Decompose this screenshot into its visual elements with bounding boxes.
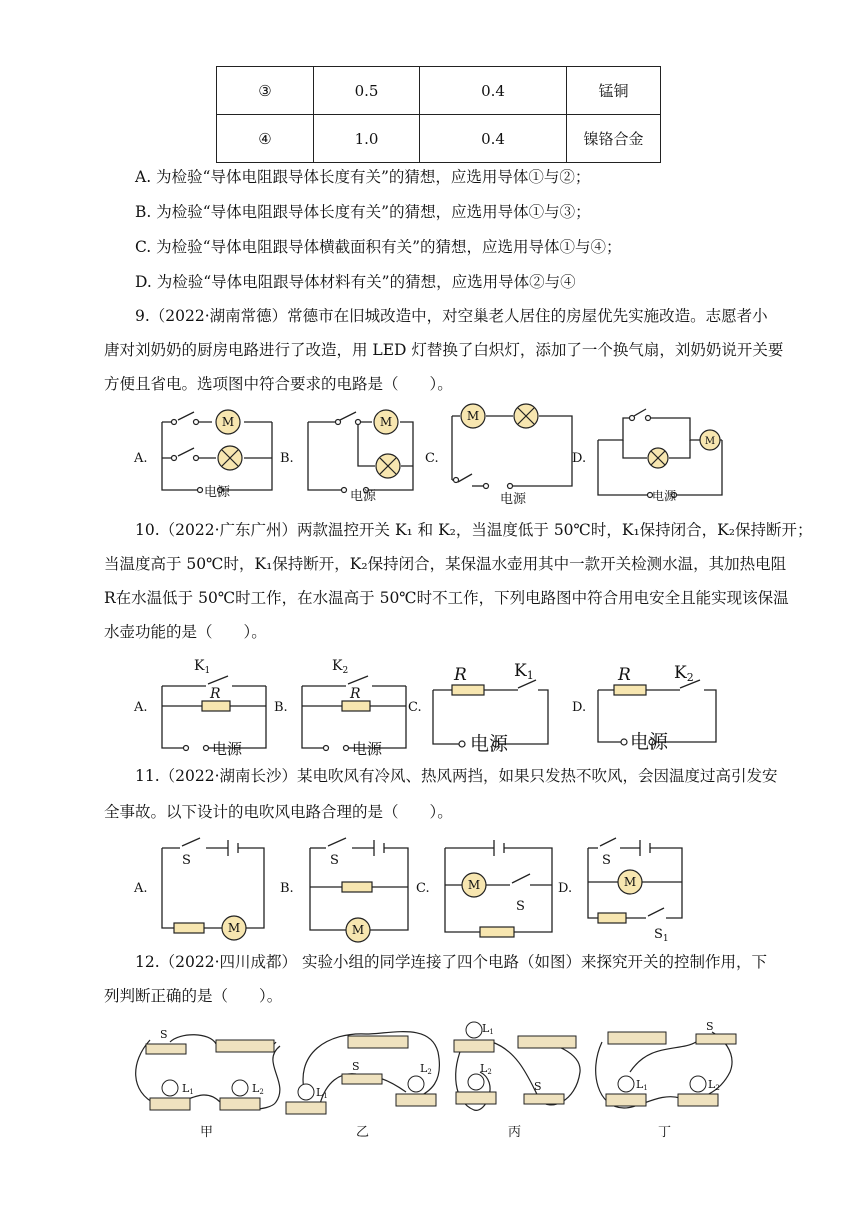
resistor-label: R <box>210 686 221 702</box>
power-label: 电源 <box>652 489 677 503</box>
option-a-label: A. <box>134 700 148 715</box>
option-b-label: B. <box>274 700 288 715</box>
table-row <box>217 67 661 115</box>
caption-ding: 丁 <box>658 1125 672 1140</box>
switch-label: S <box>160 1028 168 1041</box>
switch-s1-label: $S_1$ <box>654 927 669 944</box>
q11-text-line1: 11.（2022·湖南长沙）某电吹风有冷风、热风两挡，如果只发热不吹风，会因温度过高引发安 <box>135 767 778 785</box>
q11-text-line2: 全事故。以下设计的电吹风电路合理的是（ ）。 <box>104 803 453 821</box>
motor-label: M <box>351 923 365 937</box>
switch-k2-label: K2 <box>674 663 694 684</box>
switch-k2-label: $K_2$ <box>332 658 349 676</box>
table-row <box>217 115 661 163</box>
table-cell: 1.0 <box>314 115 420 163</box>
option-b: B. 为检验“导体电阻跟导体长度有关”的猜想，应选用导体①与③； <box>135 203 591 221</box>
table-cell: 0.4 <box>420 115 567 163</box>
power-label: 电源 <box>470 733 509 755</box>
motor-label: M <box>467 878 481 892</box>
option-d: D. 为检验“导体电阻跟导体材料有关”的猜想，应选用导体②与④ <box>135 273 576 291</box>
bulb-l2-label: L2 <box>708 1078 720 1092</box>
q9-circuit-figures <box>120 400 740 510</box>
option-c-label: C. <box>416 881 430 896</box>
motor-label: M <box>227 921 241 935</box>
conductor-table <box>216 66 661 163</box>
option-b-label: B. <box>280 451 294 466</box>
switch-label: S <box>330 853 339 868</box>
option-c-label: C. <box>408 700 422 715</box>
option-d-label: D. <box>572 700 587 715</box>
bulb-l2-label: L2 <box>480 1062 492 1076</box>
resistor-label: R <box>350 686 361 702</box>
caption-jia: 甲 <box>200 1125 214 1140</box>
table-cell: ③ <box>217 67 314 115</box>
caption-yi: 乙 <box>356 1125 370 1140</box>
q12-text-line2: 列判断正确的是（ ）。 <box>104 987 283 1005</box>
motor-label: M <box>623 875 637 889</box>
resistor-label: R <box>454 665 467 685</box>
switch-label: S <box>602 853 611 868</box>
option-c: C. 为检验“导体电阻跟导体横截面积有关”的猜想，应选用导体①与④； <box>135 238 622 256</box>
caption-bing: 丙 <box>508 1125 522 1140</box>
bulb-l2-label: L2 <box>420 1062 432 1076</box>
switch-k1-label: $K_1$ <box>194 658 211 676</box>
q10-circuit-figures <box>120 650 740 760</box>
table-cell: 锰铜 <box>567 67 661 115</box>
power-label: 电源 <box>204 485 231 500</box>
table-cell: 镍铬合金 <box>567 115 661 163</box>
bulb-l1-label: L1 <box>482 1022 494 1036</box>
table-cell: ④ <box>217 115 314 163</box>
switch-label: S <box>706 1020 714 1033</box>
q12-circuit-photos <box>120 1012 760 1142</box>
option-d-label: D. <box>558 881 573 896</box>
motor-label: M <box>704 436 716 447</box>
bulb-l2-label: L2 <box>252 1082 264 1096</box>
option-a: A. 为检验“导体电阻跟导体长度有关”的猜想，应选用导体①与②； <box>135 168 591 186</box>
switch-k1-label: K1 <box>514 661 534 682</box>
bulb-l1-label: L1 <box>316 1086 328 1100</box>
power-label: 电源 <box>352 740 383 758</box>
bulb-l1-label: L1 <box>182 1082 194 1096</box>
switch-label: S <box>352 1060 360 1073</box>
q9-text-line3: 方便且省电。选项图中符合要求的电路是（ ）。 <box>104 375 453 393</box>
motor-label: M <box>379 415 393 429</box>
power-label: 电源 <box>212 740 243 758</box>
motor-label: M <box>221 415 235 429</box>
switch-label: S <box>534 1080 542 1093</box>
power-label: 电源 <box>500 492 527 507</box>
q11-circuit-figures <box>120 830 740 950</box>
power-label: 电源 <box>350 489 377 504</box>
power-label: 电源 <box>630 731 669 753</box>
option-d-label: D. <box>572 451 587 466</box>
table-cell: 0.5 <box>314 67 420 115</box>
option-a-label: A. <box>134 451 148 466</box>
option-c-label: C. <box>425 451 439 466</box>
q10-text-line1: 10.（2022·广东广州）两款温控开关 K₁ 和 K₂，当温度低于 50℃时，K₁保持闭合，K₂保持断开； <box>135 521 813 539</box>
motor-label: M <box>466 409 480 423</box>
option-b-label: B. <box>280 881 294 896</box>
q10-text-line2: 当温度高于 50℃时，K₁保持断开，K₂保持闭合，某保温水壶用其中一款开关检测水温，其加热电阻 <box>104 555 787 573</box>
switch-label: S <box>516 899 525 914</box>
q9-text-line1: 9.（2022·湖南常德）常德市在旧城改造中，对空巢老人居住的房屋优先实施改造。志愿者小 <box>135 307 768 325</box>
table-cell: 0.4 <box>420 67 567 115</box>
q12-text-line1: 12.（2022·四川成都） 实验小组的同学连接了四个电路（如图）来探究开关的控制作用，下 <box>135 953 767 971</box>
q9-text-line2: 唐对刘奶奶的厨房电路进行了改造，用 LED 灯替换了白炽灯，添加了一个换气扇，刘奶奶说开关要 <box>104 341 784 359</box>
option-a-label: A. <box>134 881 148 896</box>
resistor-label: R <box>618 665 631 685</box>
bulb-l1-label: L1 <box>636 1078 648 1092</box>
q10-text-line3: R在水温低于 50℃时工作，在水温高于 50℃时不工作，下列电路图中符合用电安全且能实现该保温 <box>104 589 789 607</box>
q10-text-line4: 水壶功能的是（ ）。 <box>104 623 267 641</box>
switch-label: S <box>182 853 191 868</box>
